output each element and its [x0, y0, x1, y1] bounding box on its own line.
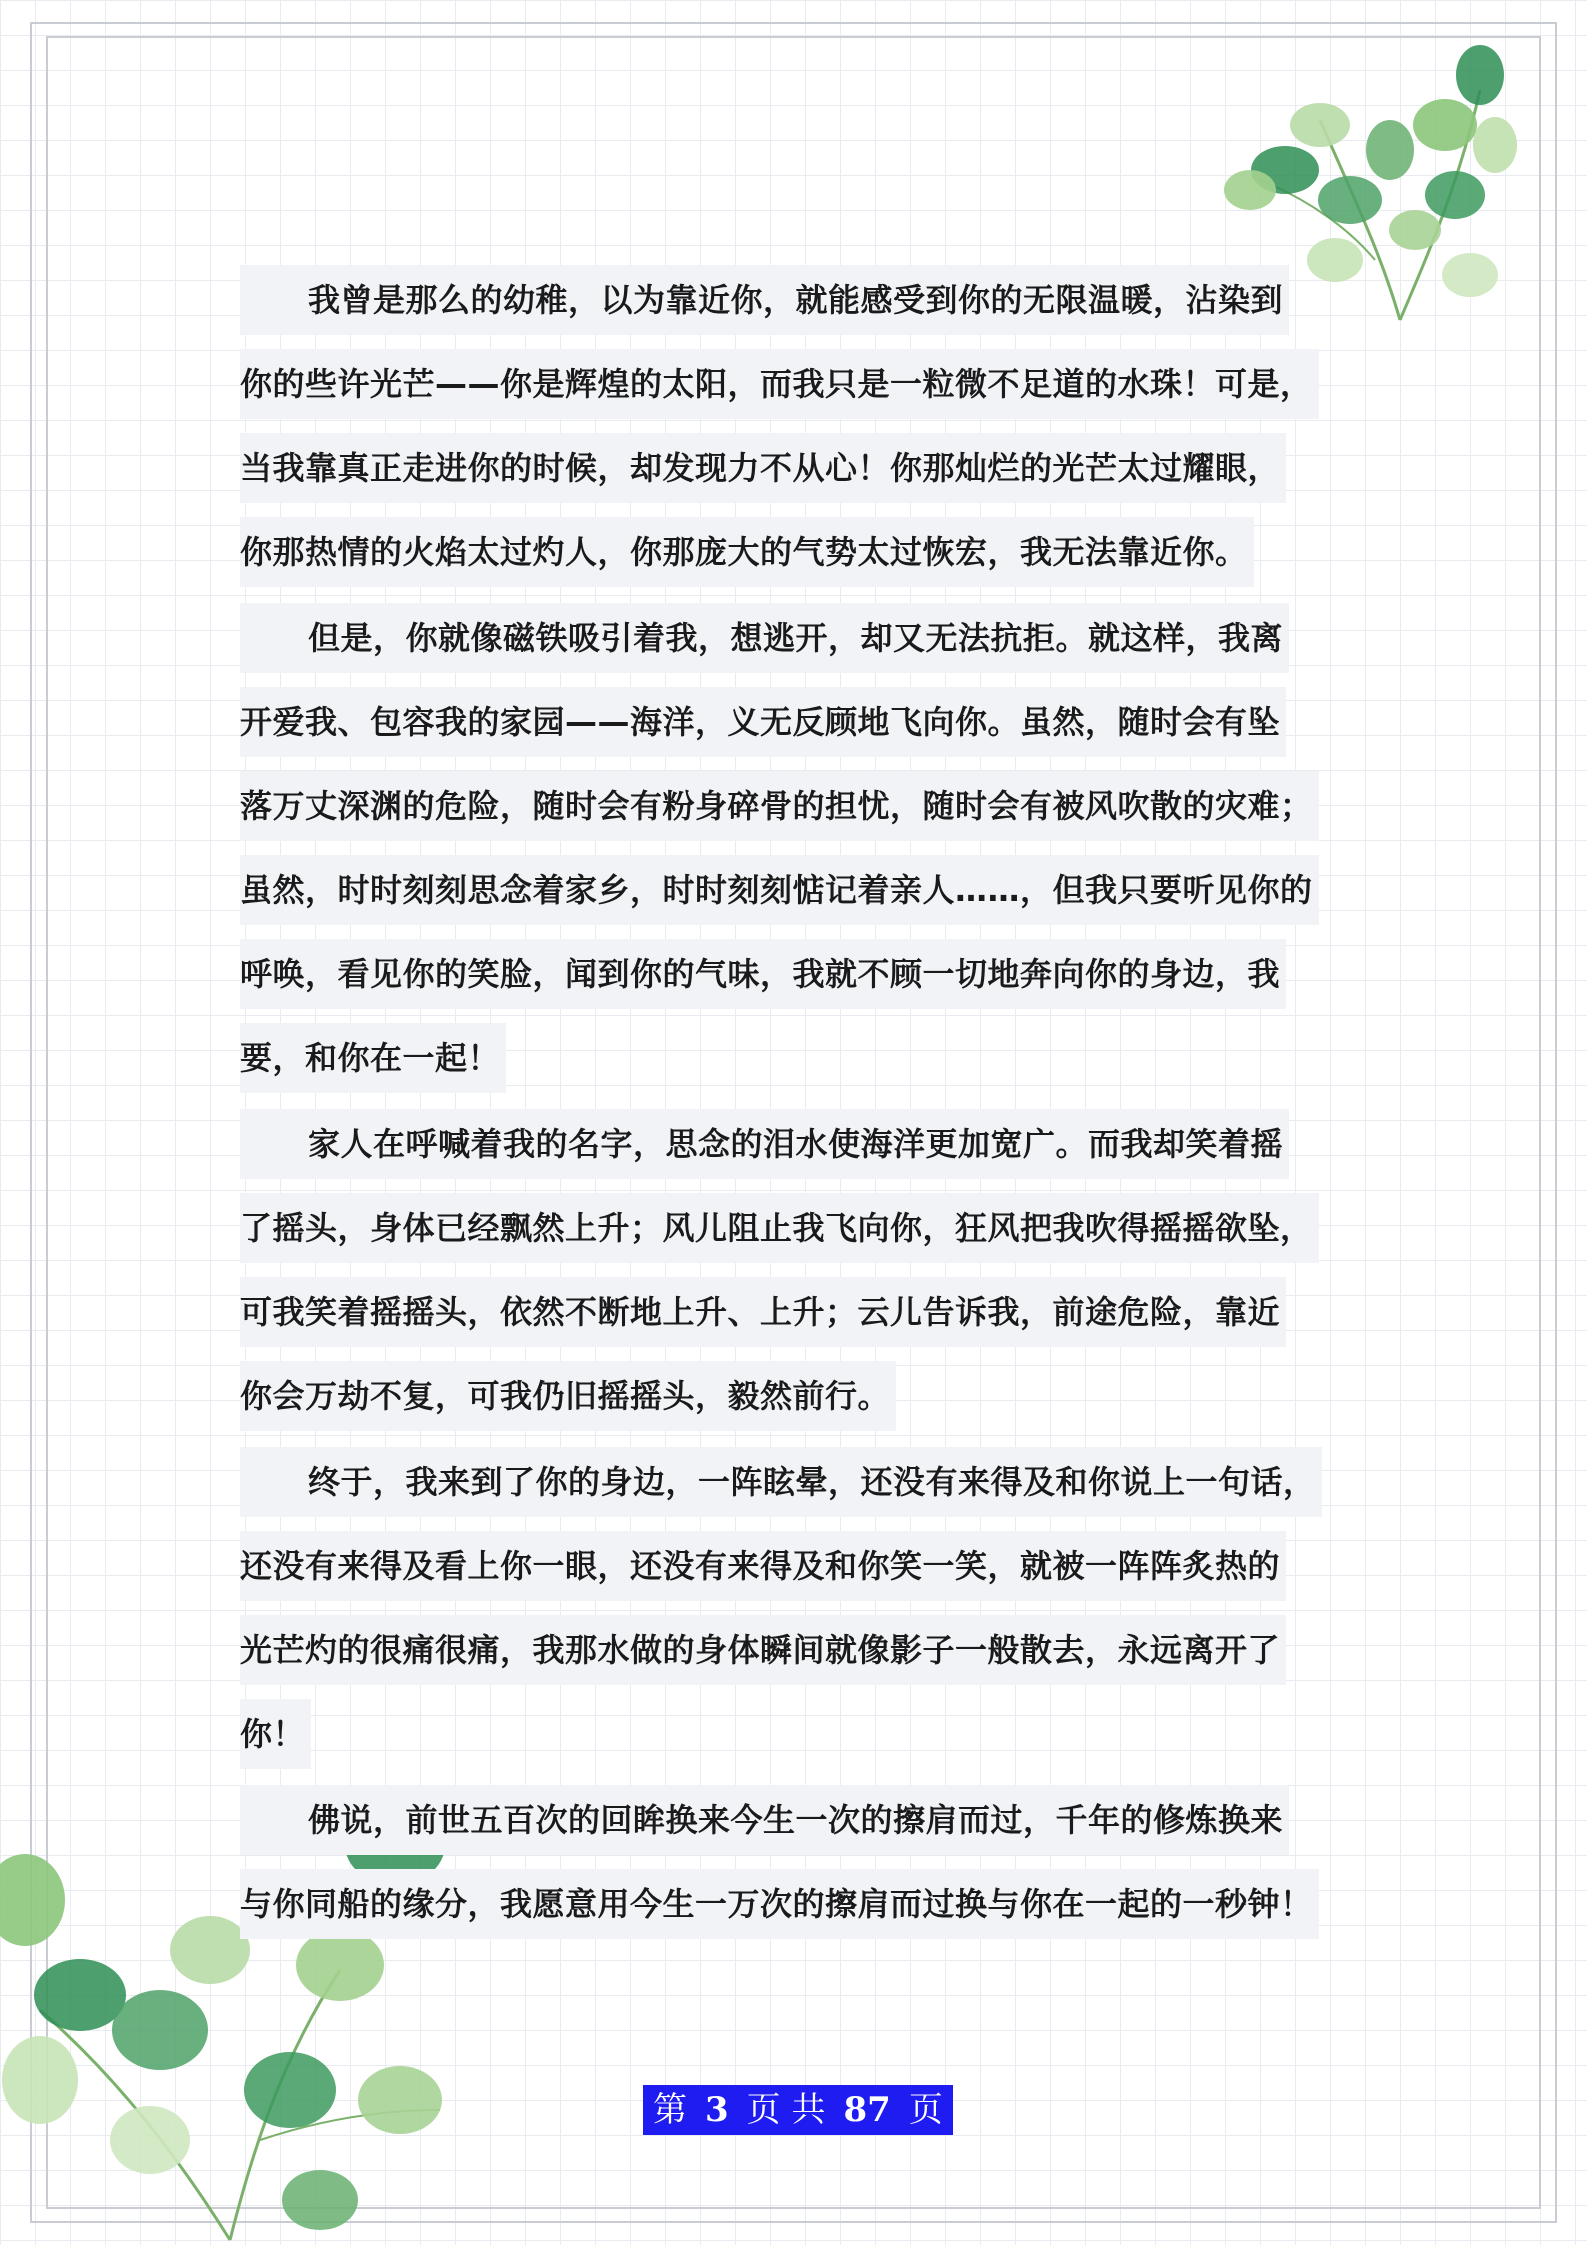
total-page-count: 87: [843, 2090, 891, 2130]
text-line: 呼唤，看见你的笑脸，闻到你的气味，我就不顾一切地奔向你的身边，我: [240, 939, 1286, 1009]
paragraph-5: [240, 1785, 1350, 1939]
text-line: 要，和你在一起！: [240, 1023, 506, 1093]
footer-middle: 页 共: [746, 2090, 826, 2130]
text-line: 佛说，前世五百次的回眸换来今生一次的擦肩而过，千年的修炼换来: [240, 1785, 1289, 1855]
page-number-footer: [643, 2085, 953, 2135]
text-line: 与你同船的缘分，我愿意用今生一万次的擦肩而过换与你在一起的一秒钟！: [240, 1869, 1319, 1939]
paragraph-3: [240, 1109, 1350, 1431]
text-line: 你！: [240, 1699, 311, 1769]
footer-suffix: 页: [908, 2090, 943, 2130]
text-line: 可我笑着摇摇头，依然不断地上升、上升；云儿告诉我，前途危险，靠近: [240, 1277, 1286, 1347]
text-line: 了摇头，身体已经飘然上升；风儿阻止我飞向你，狂风把我吹得摇摇欲坠，: [240, 1193, 1319, 1263]
paragraph-1: [240, 265, 1350, 587]
paragraph-2: [240, 603, 1350, 1093]
text-line: 当我靠真正走进你的时候，却发现力不从心！你那灿烂的光芒太过耀眼，: [240, 433, 1286, 503]
current-page-number: 3: [705, 2090, 729, 2130]
text-line: 落万丈深渊的危险，随时会有粉身碎骨的担忧，随时会有被风吹散的灾难；: [240, 771, 1319, 841]
text-line: 你的些许光芒——你是辉煌的太阳，而我只是一粒微不足道的水珠！可是，: [240, 349, 1319, 419]
text-line: 光芒灼的很痛很痛，我那水做的身体瞬间就像影子一般散去，永远离开了: [240, 1615, 1286, 1685]
footer-prefix: 第: [653, 2090, 687, 2130]
text-line: 家人在呼喊着我的名字，思念的泪水使海洋更加宽广。而我却笑着摇: [240, 1109, 1289, 1179]
article-body: [240, 265, 1350, 1955]
text-line: 还没有来得及看上你一眼，还没有来得及和你笑一笑，就被一阵阵炙热的: [240, 1531, 1286, 1601]
text-line: 开爱我、包容我的家园——海洋，义无反顾地飞向你。虽然，随时会有坠: [240, 687, 1286, 757]
paragraph-4: [240, 1447, 1350, 1769]
text-line: 终于，我来到了你的身边，一阵眩晕，还没有来得及和你说上一句话，: [240, 1447, 1322, 1517]
text-line: 你会万劫不复，可我仍旧摇摇头，毅然前行。: [240, 1361, 896, 1431]
text-line: 我曾是那么的幼稚，以为靠近你，就能感受到你的无限温暖，沾染到: [240, 265, 1289, 335]
text-line: 你那热情的火焰太过灼人，你那庞大的气势太过恢宏，我无法靠近你。: [240, 517, 1254, 587]
text-line: 但是，你就像磁铁吸引着我，想逃开，却又无法抗拒。就这样，我离: [240, 603, 1289, 673]
text-line: 虽然，时时刻刻思念着家乡，时时刻刻惦记着亲人……，但我只要听见你的: [240, 855, 1319, 925]
